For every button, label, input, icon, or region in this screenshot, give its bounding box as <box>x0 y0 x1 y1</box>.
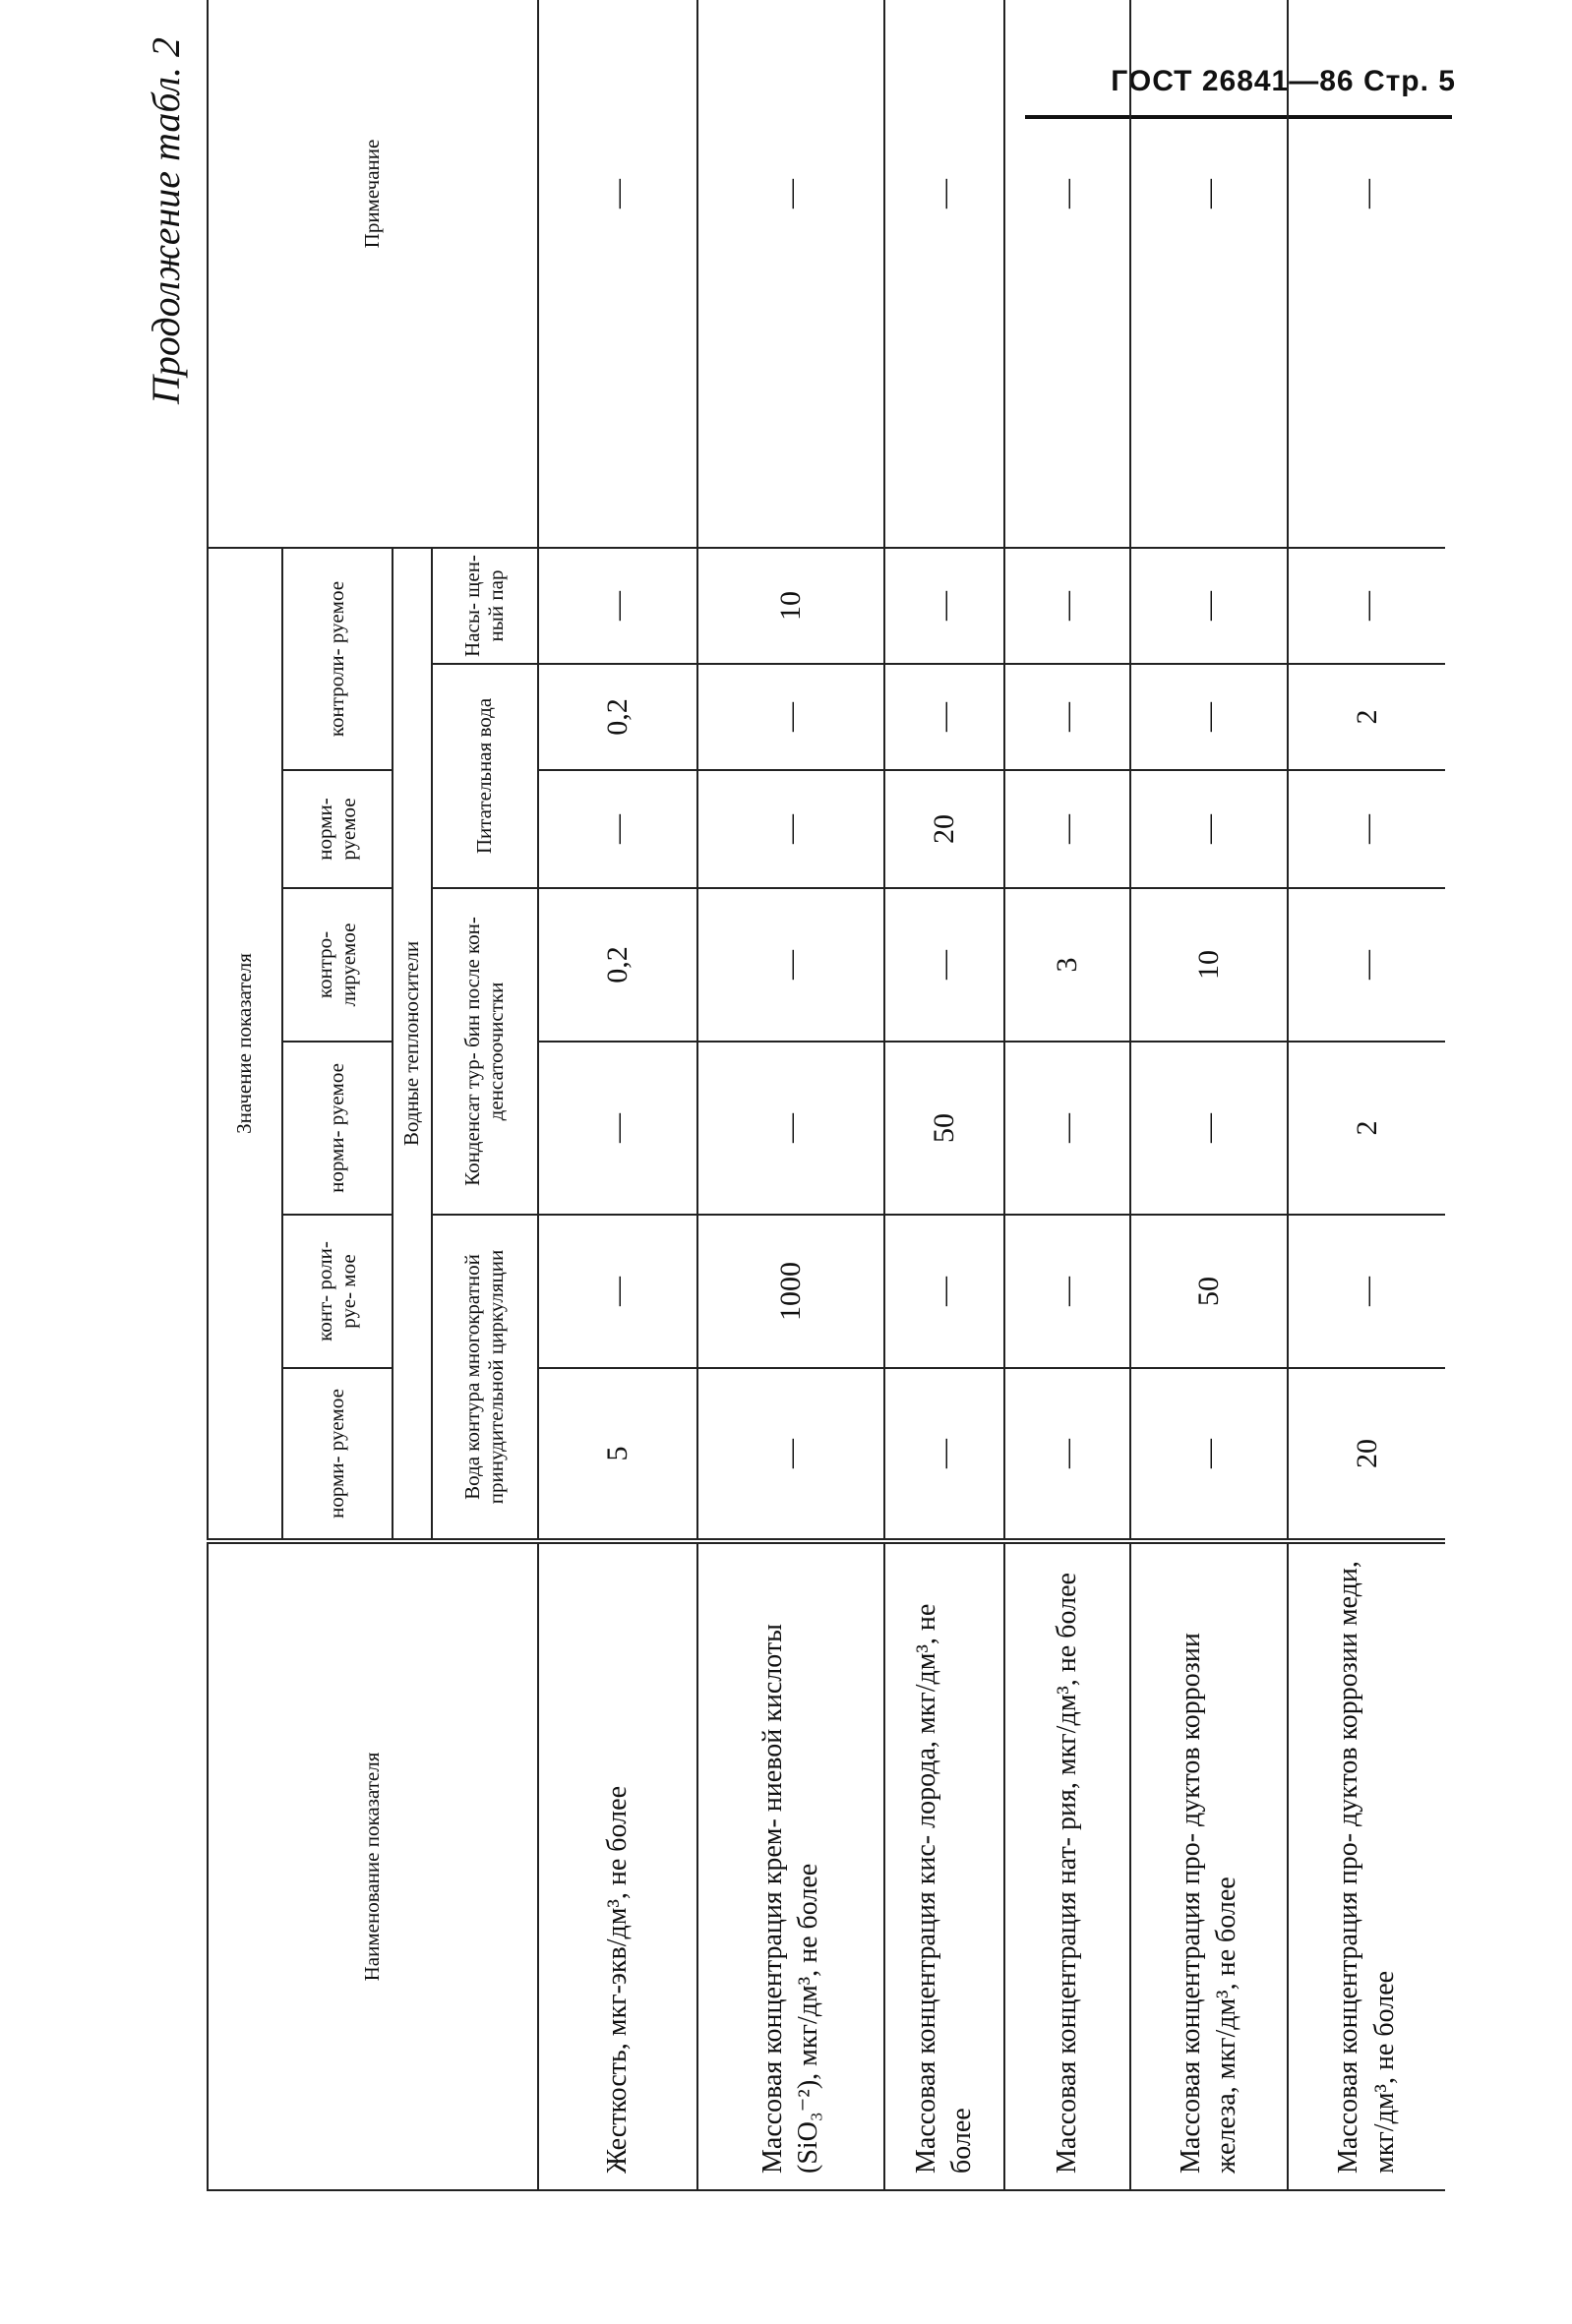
cell: 3 <box>1004 888 1130 1042</box>
page-header: ГОСТ 26841—86 Стр. 5 <box>1111 65 1456 97</box>
header-normed-3: норми- руемое <box>282 770 393 888</box>
cell: 50 <box>1130 1215 1288 1368</box>
cell: — <box>1288 548 1445 664</box>
cell-note: — <box>1288 0 1445 548</box>
cell: — <box>1004 1368 1130 1541</box>
cell: — <box>1130 1042 1288 1215</box>
cell: — <box>697 1042 884 1215</box>
cell: 0,2 <box>538 664 697 770</box>
cell: — <box>1004 1042 1130 1215</box>
cell: — <box>697 770 884 888</box>
header-normed-2: норми- руемое <box>282 1042 393 1215</box>
cell: 50 <box>884 1042 1004 1215</box>
cell: 5 <box>538 1368 697 1541</box>
cell-note: — <box>884 0 1004 548</box>
cell: 20 <box>1288 1368 1445 1541</box>
cell: — <box>1004 1215 1130 1368</box>
header-controlled-3: контроли- руемое <box>282 548 393 770</box>
table-caption: Продолжение табл. 2 <box>144 37 188 405</box>
cell: — <box>697 664 884 770</box>
header-feed-water: Питательная вода <box>432 664 538 888</box>
cell: — <box>1288 888 1445 1042</box>
cell: — <box>697 888 884 1042</box>
header-value: Значение показателя <box>208 548 282 1541</box>
header-indicator-name: Наименование показателя <box>208 1541 538 2190</box>
cell: 2 <box>1288 664 1445 770</box>
cell-note: — <box>1004 0 1130 548</box>
rotated-table-block <box>113 37 1441 2191</box>
cell: — <box>884 1368 1004 1541</box>
header-normed-1: норми- руемое <box>282 1368 393 1541</box>
cell: — <box>884 548 1004 664</box>
cell: — <box>1130 664 1288 770</box>
header-note: Примечание <box>208 0 538 548</box>
cell: 20 <box>884 770 1004 888</box>
cell-note: — <box>697 0 884 548</box>
header-mpc-water: Вода контура многократной принудительной циркуляции <box>432 1215 538 1541</box>
cell: — <box>1130 548 1288 664</box>
cell: — <box>1130 1368 1288 1541</box>
row-name: Массовая концентрация нат- рия, мкг/дм³, не более <box>1004 1541 1130 2190</box>
cell: — <box>884 664 1004 770</box>
cell: 2 <box>1288 1042 1445 1215</box>
indicators-table <box>207 0 1445 2191</box>
cell: — <box>1004 770 1130 888</box>
header-controlled-1: конт- роли- руе- мое <box>282 1215 393 1368</box>
cell: — <box>538 548 697 664</box>
cell: — <box>538 770 697 888</box>
cell: — <box>538 1042 697 1215</box>
cell: — <box>538 1215 697 1368</box>
header-saturated-steam: Насы- щен- ный пар <box>432 548 538 664</box>
cell: — <box>1004 548 1130 664</box>
row-name: Жесткость, мкг-экв/дм³, не более <box>538 1541 697 2190</box>
header-turbine-condensate: Конденсат тур- бин после кон- денсатоочистки <box>432 888 538 1215</box>
cell: — <box>1288 770 1445 888</box>
row-name: Массовая концентрация про- дуктов коррозии меди, мкг/дм³, не более <box>1288 1541 1445 2190</box>
cell: — <box>697 1368 884 1541</box>
cell-note: — <box>1130 0 1288 548</box>
cell: — <box>884 888 1004 1042</box>
row-name: Массовая концентрация крем- ниевой кислоты (SiO₃⁻²), мкг/дм³, не более <box>697 1541 884 2190</box>
cell: 0,2 <box>538 888 697 1042</box>
cell: 10 <box>697 548 884 664</box>
header-water-coolants: Водные теплоносители <box>393 548 432 1541</box>
row-name: Массовая концентрация про- дуктов коррозии железа, мкг/дм³, не более <box>1130 1541 1288 2190</box>
cell: 10 <box>1130 888 1288 1042</box>
cell-note: — <box>538 0 697 548</box>
cell: — <box>884 1215 1004 1368</box>
cell: — <box>1130 770 1288 888</box>
row-name: Массовая концентрация кис- лорода, мкг/дм³, не более <box>884 1541 1004 2190</box>
cell: 1000 <box>697 1215 884 1368</box>
cell: — <box>1004 664 1130 770</box>
header-controlled-2: контро- лируемое <box>282 888 393 1042</box>
cell: — <box>1288 1215 1445 1368</box>
